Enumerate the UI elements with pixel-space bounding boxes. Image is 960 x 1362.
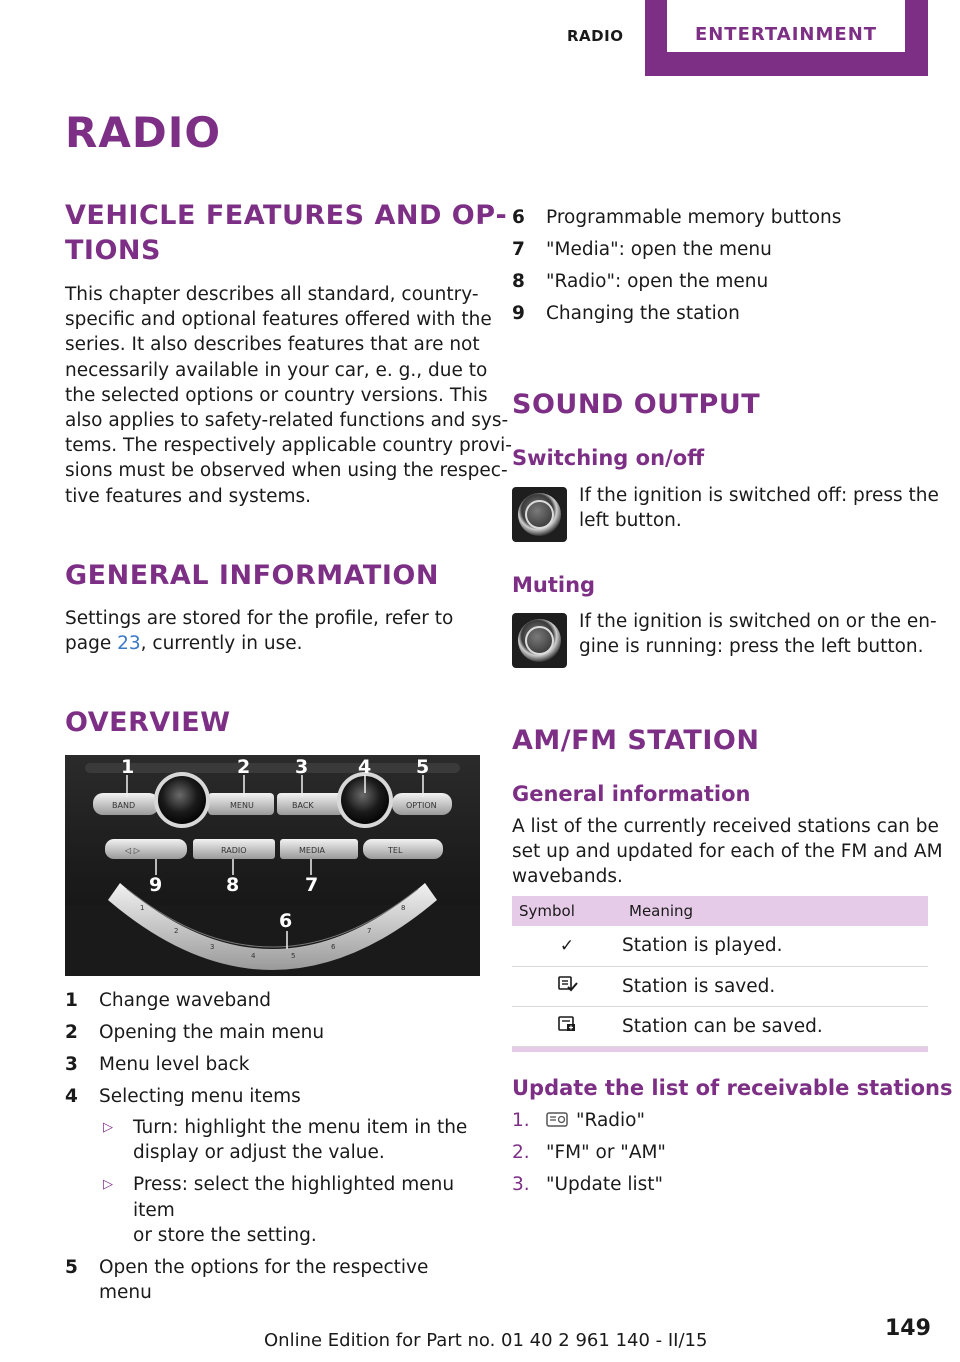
list-item: 3 Menu level back bbox=[65, 1054, 250, 1075]
callout-4: 4 bbox=[358, 756, 372, 778]
sound-output-heading: SOUND OUTPUT bbox=[512, 389, 761, 420]
header-section-label: RADIO bbox=[567, 27, 624, 45]
preset-number: 6 bbox=[331, 943, 336, 951]
list-item: 4 Selecting menu items ▷ Turn: highlight the menu item in the display or adjust the value. ▷ Press: select the highlighted menu item or store the setting. bbox=[65, 1084, 480, 1248]
back-button-label: BACK bbox=[292, 801, 314, 810]
station-symbol-table bbox=[512, 896, 928, 1047]
page-link[interactable]: 23 bbox=[117, 633, 141, 655]
callout-8: 8 bbox=[226, 874, 240, 896]
callout-1: 1 bbox=[121, 756, 135, 778]
seek-button[interactable] bbox=[105, 839, 187, 859]
update-list-heading: Update the list of receivable stations bbox=[512, 1076, 953, 1100]
callout-3: 3 bbox=[295, 756, 309, 778]
list-item: 6 Programmable memory buttons bbox=[512, 207, 842, 228]
list-item: 3. "Update list" bbox=[512, 1174, 664, 1195]
overview-list-continued bbox=[512, 205, 928, 326]
list-item: 7 "Media": open the menu bbox=[512, 239, 772, 260]
update-steps-list bbox=[512, 1108, 928, 1197]
seek-arrows: ◁ ▷ bbox=[125, 846, 140, 855]
preset-number: 3 bbox=[210, 943, 215, 951]
preset-number: 7 bbox=[367, 927, 372, 935]
header-tab-label: ENTERTAINMENT bbox=[694, 24, 878, 45]
option-button-label: OPTION bbox=[406, 801, 437, 810]
table-bottom-rule bbox=[512, 1047, 928, 1052]
radio-control-panel-image bbox=[65, 755, 480, 976]
table-row: Station is saved. bbox=[512, 966, 928, 1006]
page-number: 149 bbox=[885, 1316, 931, 1341]
tel-button[interactable] bbox=[363, 839, 443, 859]
preset-number: 1 bbox=[140, 904, 145, 912]
header-tab bbox=[645, 0, 928, 76]
page-title: RADIO bbox=[65, 108, 222, 157]
amfm-heading: AM/FM STATION bbox=[512, 725, 760, 756]
preset-number: 4 bbox=[251, 952, 256, 960]
list-item: 1 Change waveband bbox=[65, 990, 272, 1011]
panel-top-bar bbox=[85, 763, 460, 773]
footer-edition: Online Edition for Part no. 01 40 2 961 140 - II/15 bbox=[264, 1330, 708, 1351]
preset-number: 8 bbox=[401, 904, 406, 912]
preset-number: 5 bbox=[291, 952, 296, 960]
table-row: ✓ Station is played. bbox=[512, 926, 928, 966]
sub-list-item: ▷ Press: select the highlighted menu item or store the setting. bbox=[103, 1174, 455, 1246]
table-header-meaning: Meaning bbox=[622, 896, 928, 926]
switching-heading: Switching on/off bbox=[512, 446, 705, 470]
amfm-general-text: A list of the currently received stations can be set up and updated for each of the FM and AM wavebands. bbox=[512, 816, 943, 888]
table-header-row bbox=[512, 896, 928, 926]
callout-6: 6 bbox=[279, 910, 293, 932]
list-item: 5 Open the options for the respective menu bbox=[65, 1257, 429, 1304]
radio-icon bbox=[546, 1111, 568, 1128]
station-saved-icon bbox=[556, 975, 578, 993]
callout-7: 7 bbox=[305, 874, 319, 896]
switching-text: If the ignition is switched off: press the left button. bbox=[579, 485, 939, 532]
callout-9: 9 bbox=[149, 874, 163, 896]
media-button-label: MEDIA bbox=[299, 846, 325, 855]
station-save-icon bbox=[556, 1015, 578, 1033]
table-row: Station can be saved. bbox=[512, 1006, 928, 1046]
overview-list bbox=[65, 988, 480, 1305]
band-button-label: BAND bbox=[112, 801, 136, 810]
list-item: 1. "Radio" bbox=[512, 1110, 646, 1131]
amfm-general-heading: General information bbox=[512, 782, 751, 806]
overview-heading: OVERVIEW bbox=[65, 707, 231, 738]
general-information-heading: GENERAL INFORMATION bbox=[65, 560, 439, 591]
table-header-symbol: Symbol bbox=[512, 896, 622, 926]
general-information-text: Settings are stored for the profile, refer to page 23, currently in use. bbox=[65, 608, 454, 655]
callout-5: 5 bbox=[416, 756, 430, 778]
sub-list bbox=[99, 1115, 480, 1248]
triangle-bullet-icon: ▷ bbox=[103, 1120, 113, 1135]
vehicle-features-heading: VEHICLE FEATURES AND OP‐ TIONS bbox=[65, 200, 508, 266]
muting-heading: Muting bbox=[512, 573, 596, 597]
power-button-icon bbox=[512, 487, 567, 542]
muting-text: If the ignition is switched on or the en‐ gine is running: press the left button. bbox=[579, 611, 937, 658]
checkmark-icon: ✓ bbox=[559, 935, 575, 956]
volume-knob[interactable] bbox=[158, 776, 206, 824]
sub-list-item: ▷ Turn: highlight the menu item in the display or adjust the value. bbox=[103, 1117, 468, 1164]
list-item: 8 "Radio": open the menu bbox=[512, 271, 769, 292]
vehicle-features-text: This chapter describes all standard, country- specific and optional features offered with the series. It also describes features that are not necessarily available in your car, e. g., due to the selected options or country versions. This also applies to safety-related functions and sys‐ tems. The respectively applicable country provi‐ sions must be observed when using the respec‐ tive features and systems. bbox=[65, 284, 512, 507]
list-item: 9 Changing the station bbox=[512, 303, 740, 324]
triangle-bullet-icon: ▷ bbox=[103, 1177, 113, 1193]
mute-button-icon bbox=[512, 613, 567, 668]
list-item: 2 Opening the main menu bbox=[65, 1022, 325, 1043]
tel-button-label: TEL bbox=[388, 846, 403, 855]
callout-2: 2 bbox=[237, 756, 251, 778]
list-item: 2. "FM" or "AM" bbox=[512, 1142, 666, 1163]
preset-number: 2 bbox=[174, 927, 179, 935]
radio-button-label: RADIO bbox=[221, 846, 247, 855]
menu-button-label: MENU bbox=[230, 801, 254, 810]
